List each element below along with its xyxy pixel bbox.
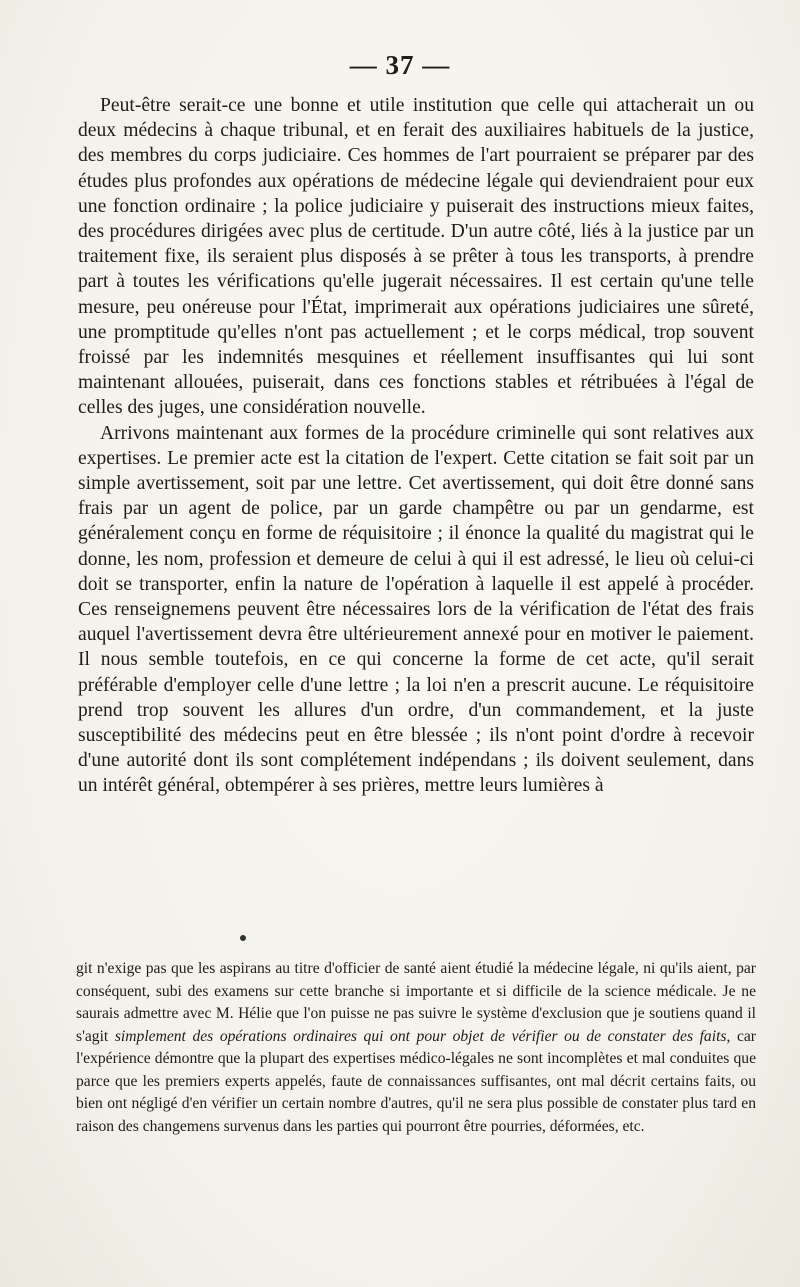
- paragraph: Peut-être serait-ce une bonne et utile institution que celle qui attacherait un ou deux médecins à chaque tribunal, et en ferait des auxiliaires habituels de la justice, des membres du corps judiciaire. Ces hommes de l'art pourraient se préparer par des études plus profondes aux opérations de médecine légale qui deviendraient pour eux une fonction ordinaire ; la police judiciaire y puiserait des instructions mieux faites, des procédures dirigées avec plus de certitude. D'un autre côté, liés à la justice par un traitement fixe, ils seraient plus disposés à se prêter à tous les transports, à prendre part à toutes les vérifications qu'elle jugerait nécessaires. Il est certain qu'une telle mesure, peu onéreuse pour l'État, imprimerait aux opérations judiciaires une sûreté, une promptitude qu'elles n'ont pas actuellement ; et le corps médical, trop souvent froissé par les indemnités mesquines et réellement insuffisantes qui lui sont maintenant allouées, puiserait, dans ces fonctions stables et rétribuées à l'égal de celles des juges, une considération nouvelle.: [78, 95, 754, 419]
- main-text: [78, 93, 754, 799]
- page-number: — 37 —: [349, 50, 451, 80]
- footnote-text-part: , car l'expérience démontre que la plupart des expertises médico-légales ne sont incomplètes et mal conduites que parce que les premiers experts appelés, faute de connaissances suffisantes, ont mal décrit certains faits, ou bien ont négligé d'en vérifier un certain nombre d'autres, qu'il ne sera plus possible de constater plus tard en raison des changemens survenus dans les parties qui pourront être pourries, déformées, etc.: [76, 1027, 756, 1135]
- paragraph: Arrivons maintenant aux formes de la procédure criminelle qui sont relatives aux expertises. Le premier acte est la citation de l'expert. Cette citation se fait soit par un simple avertissement, soit par une lettre. Cet avertissement, qui doit être donné sans frais par un agent de police, par un garde champêtre ou par un gendarme, est généralement conçu en forme de réquisitoire ; il énonce la qualité du magistrat qui le donne, les nom, profession et demeure de celui à qui il est adressé, le lieu où celui-ci doit se transporter, enfin la nature de l'opération à laquelle il est appelé à procéder. Ces renseignemens peuvent être nécessaires lors de la vérification de l'état des frais auquel l'avertissement devra être ultérieurement annexé pour en motiver le paiement. Il nous semble toutefois, en ce qui concerne la forme de cet acte, qu'il serait préférable d'employer celle d'une lettre ; la loi n'en a prescrit aucune. Le réquisitoire prend trop souvent les allures d'un ordre, d'un commandement, et la juste susceptibilité des médecins peut en être blessée ; ils n'ont point d'ordre à recevoir d'une autorité dont ils sont complétement indépendans ; ils doivent seulement, dans un intérêt général, obtempérer à ses prières, mettre leurs lumières à: [78, 422, 754, 797]
- footnote-separator-dot: [240, 935, 246, 941]
- footnote-text-part: git n'exige pas que les aspirans au titre d'officier de santé aient étudié la médecine légale, ni qu'ils aient, par conséquent, subi des examens sur cette branche si importante et si difficile de la science médicale. Je ne saurais admettre avec M. Hélie que l'on puisse ne pas suivre le système d'exclusion que je soutiens quand il s'agit: [76, 960, 756, 1045]
- footnote: [76, 958, 756, 1138]
- footnote-italic-phrase: simplement des opérations ordinaires qui ont pour objet de vérifier ou de constater des faits: [114, 1027, 727, 1045]
- footnote-text: [76, 958, 756, 1138]
